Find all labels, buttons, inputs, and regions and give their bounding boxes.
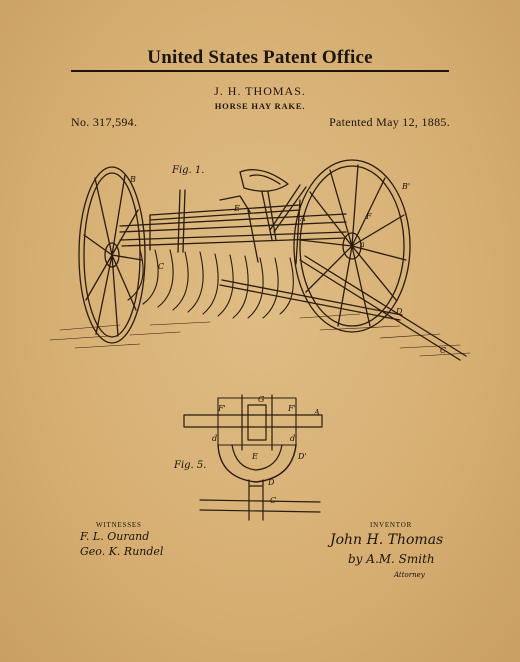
frame — [120, 190, 346, 252]
ground-hatching — [50, 314, 470, 356]
ref-letter: F — [366, 212, 372, 221]
patent-number: No. 317,594. — [71, 115, 138, 129]
witness-signature-1: F. L. Ourand — [80, 530, 150, 543]
ref-letter: C — [270, 496, 277, 505]
left-wheel — [79, 167, 145, 343]
ref-letter: D — [396, 307, 403, 316]
fig-1-label: Fig. 1. — [172, 165, 205, 176]
inventor-name: J. H. THOMAS. — [214, 84, 306, 98]
ref-letter: a — [360, 240, 365, 249]
ref-letter: E — [252, 452, 258, 461]
ref-letter: d — [212, 434, 218, 443]
ref-letter: A — [314, 408, 320, 417]
ref-letter: A — [300, 214, 306, 223]
patent-date: Patented May 12, 1885. — [329, 115, 450, 129]
invention-title: HORSE HAY RAKE. — [214, 101, 306, 111]
inventor-signature: John H. Thomas — [330, 532, 444, 548]
office-title: United States Patent Office — [147, 47, 373, 68]
ref-letter: B — [130, 175, 136, 184]
ref-letter: E — [234, 204, 240, 213]
attorney-label: Attorney — [394, 571, 425, 579]
right-wheel — [294, 160, 410, 332]
witnesses-label: WITNESSES — [96, 521, 142, 529]
ref-letter: d' — [290, 434, 298, 443]
ref-letter: D' — [298, 452, 307, 461]
attorney-signature: by A.M. Smith — [348, 552, 435, 566]
fig-5-label: Fig. 5. — [174, 460, 207, 471]
ref-letter: D — [268, 478, 275, 487]
ref-letter: F' — [288, 404, 296, 413]
inventor-label: INVENTOR — [370, 521, 413, 529]
detail-axle — [184, 415, 322, 427]
ref-letter: G — [258, 395, 265, 404]
ref-letter: C — [440, 346, 447, 355]
witness-signature-2: Geo. K. Rundel — [80, 545, 164, 558]
ref-letter: C — [158, 262, 165, 271]
rake-teeth — [128, 250, 293, 318]
ref-letter: B' — [402, 182, 411, 191]
ref-letter: F' — [218, 404, 226, 413]
